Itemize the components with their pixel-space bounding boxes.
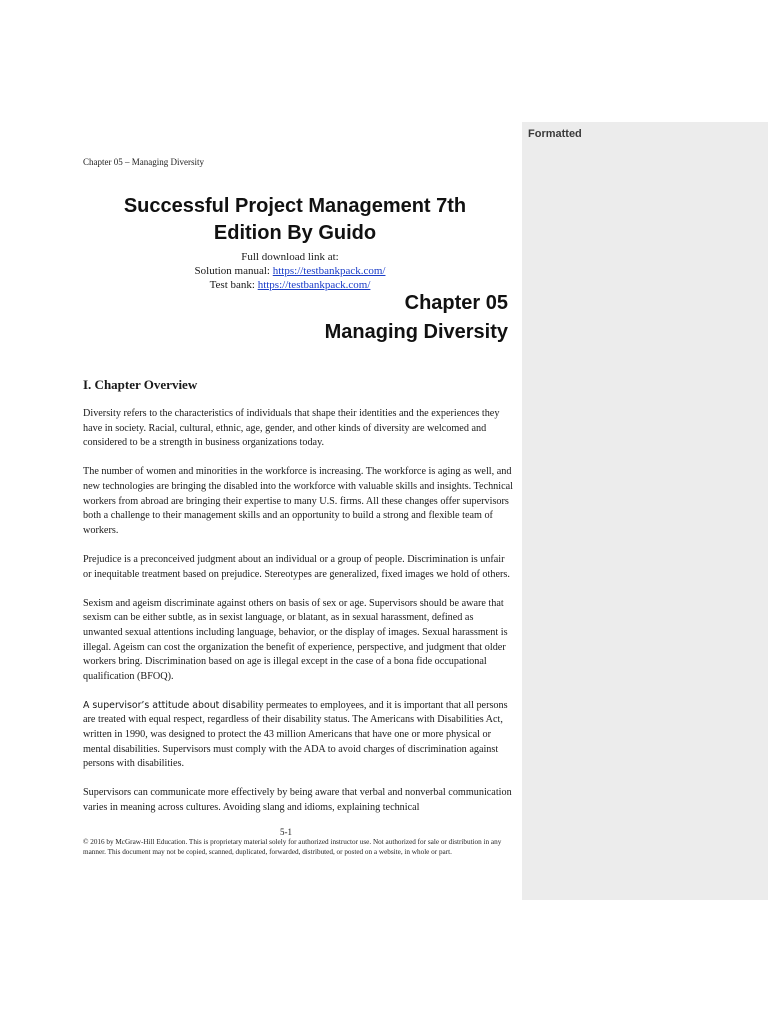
copyright-footer: © 2016 by McGraw-Hill Education. This is proprietary material solely for authorized instructor use. Not authorized for sale or distribution in any manner. This document may not be copied, scanned, duplicated, forwarded, distributed, or posted on a website, in whole or part. <box>83 838 502 856</box>
page-number: 5-1 <box>280 827 292 837</box>
title-line-2: Edition By Guido <box>213 222 377 244</box>
download-intro: Full download link at: <box>241 251 339 263</box>
comment-label: Formatted <box>528 128 582 140</box>
paragraph-disability <box>83 699 515 772</box>
paragraph-sexism-ageism: Sexism and ageism discriminate against others on basis of sex or age. Supervisors should be aware that sexism can be either subtle, as in sexist language, or blatant, as in sexual harassment, defined as unwanted sexual attentions including language, behavior, or the display of images. Sexual harassment is illegal. Ageism can cost the organization the benefit of experience, perspective, and judgment that older workers bring. Discrimination based on age is illegal except in the case of a bona fide occupational qualification (BFOQ). <box>83 597 508 682</box>
test-bank-label: Test bank: <box>209 279 258 291</box>
solution-manual-link[interactable]: https://testbankpack.com/ <box>272 265 386 277</box>
running-header: Chapter 05 – Managing Diversity <box>83 157 204 167</box>
paragraph-disability-rest: ity permeates to employees, and it is important that all persons are treated with equal respect, regardless of their disability status. The Americans with Disabilities Act, written in 1990, was designed to protect the 43 million Americans that have one or more physical or mental disabilities. Supervisors must comply with the ADA to avoid charges of discrimination against persons with disabilities. <box>83 699 508 770</box>
comment-pane <box>522 122 768 900</box>
paragraph-workforce: The number of women and minorities in the workforce is increasing. The workforce is aging as well, and new technologies are bringing the disabled into the workforce with valuable skills and insights. Technical workers from abroad are bringing their expertise to many U.S. firms. All these changes offer supervisors both a challenge to their management skills and an opportunity to build a strong and flexible team of workers. <box>83 466 513 536</box>
section-heading: I. Chapter Overview <box>83 377 198 392</box>
test-bank-link[interactable]: https://testbankpack.com/ <box>257 279 371 291</box>
paragraph-communication: Supervisors can communicate more effectively by being aware that verbal and nonverbal communication varies in meaning across cultures. Avoiding slang and idioms, explaining technical <box>83 787 512 814</box>
download-links <box>140 250 440 292</box>
paragraph-disability-lead: A supervisor’s attitude about disabil <box>83 699 253 711</box>
body-text <box>83 407 515 830</box>
document-title <box>90 193 500 247</box>
paragraph-prejudice: Prejudice is a preconceived judgment about an individual or a group of people. Discrimination is unfair or inequitable treatment based on prejudice. Stereotypes are generalized, fixed images we hold of others. <box>83 553 510 580</box>
solution-manual-label: Solution manual: <box>194 265 273 277</box>
title-line-1: Successful Project Management 7th <box>123 195 467 217</box>
paragraph-diversity: Diversity refers to the characteristics of individuals that shape their identities and the experiences they have in society. Racial, cultural, ethnic, age, gender, and other kinds of diversity are welcomed and considered to be a strength in business organizations today. <box>83 408 500 449</box>
solution-manual-line <box>140 264 440 278</box>
chapter-heading <box>208 289 508 347</box>
chapter-number: Chapter 05 <box>404 292 508 314</box>
chapter-name: Managing Diversity <box>324 321 508 343</box>
